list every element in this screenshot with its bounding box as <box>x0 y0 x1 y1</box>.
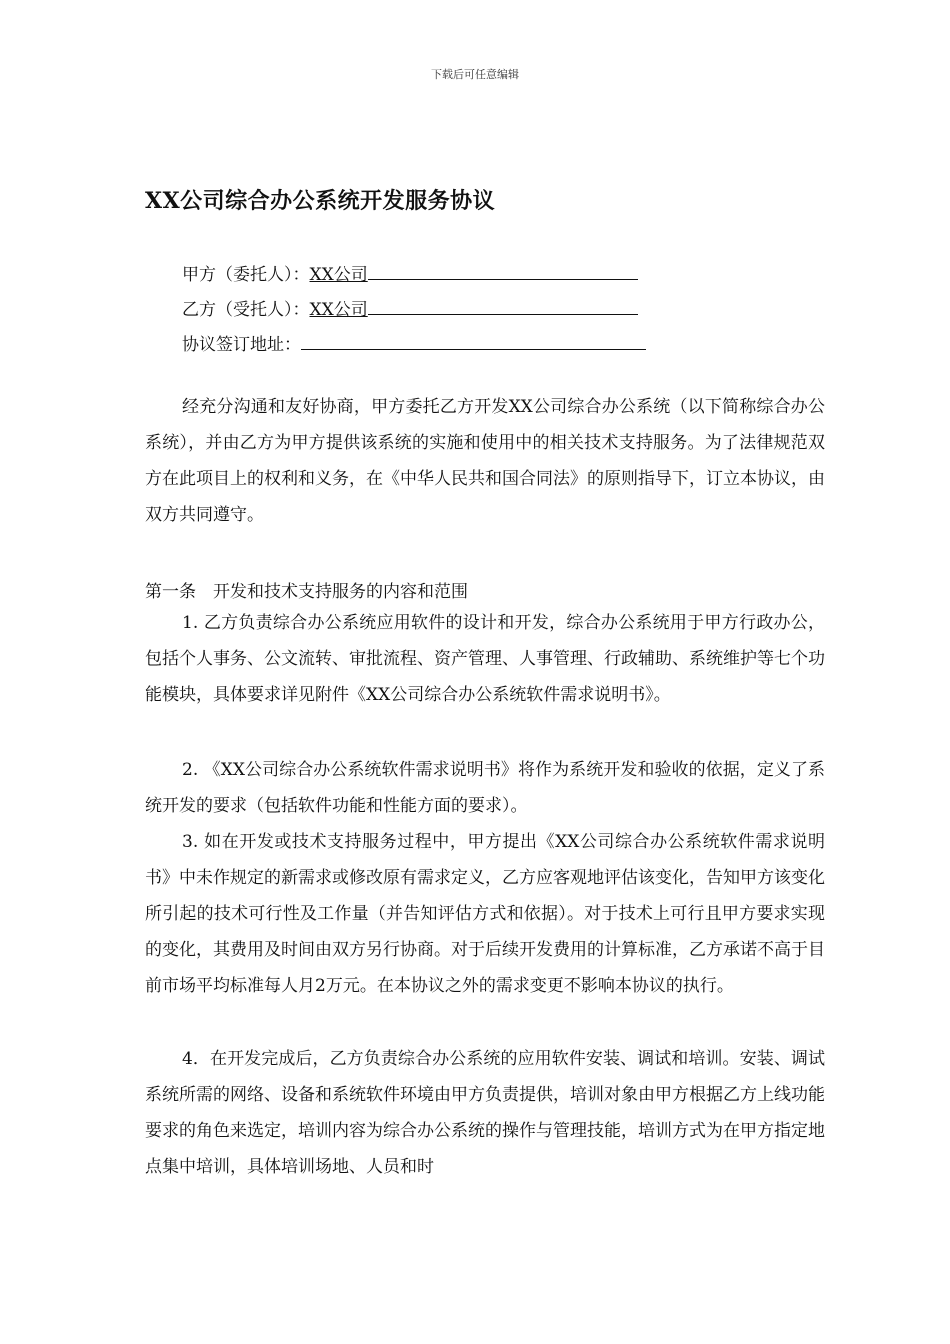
party-a-underline <box>368 262 638 280</box>
party-a-row <box>182 260 638 285</box>
article-1-item-2: 2. 《XX公司综合办公系统软件需求说明书》将作为系统开发和验收的依据，定义了系统开发的要求（包括软件功能和性能方面的要求）。 <box>145 760 825 816</box>
document-title: XX公司综合办公系统开发服务协议 <box>145 188 496 214</box>
party-a-value: XX公司 <box>309 265 368 285</box>
intro-paragraph: 经充分沟通和友好协商，甲方委托乙方开发XX公司综合办公系统（以下简称综合办公系统），并由乙方为甲方提供该系统的实施和使用中的相关技术支持服务。为了法律规范双方在此项目上的权利和义务，在《中华人民共和国合同法》的原则指导下，订立本协议，由双方共同遵守。 <box>145 397 825 525</box>
party-a-label: 甲方（委托人）： <box>182 265 310 285</box>
article-1-item-4: 4．在开发完成后，乙方负责综合办公系统的应用软件安装、调试和培训。安装、调试系统所需的网络、设备和系统软件环境由甲方负责提供，培训对象由甲方根据乙方上线功能要求的角色来选定，培训内容为综合办公系统的操作与管理技能，培训方式为在甲方指定地点集中培训，具体培训场地、人员和时 <box>145 1049 825 1177</box>
article-1-item-1: 1. 乙方负责综合办公系统应用软件的设计和开发，综合办公系统用于甲方行政办公，包括个人事务、公文流转、审批流程、资产管理、人事管理、行政辅助、系统维护等七个功能模块，具体要求详见附件《XX公司综合办公系统软件需求说明书》。 <box>145 613 825 705</box>
header-note: 下载后可任意编辑 <box>431 68 519 81</box>
sign-place-underline <box>301 332 646 350</box>
sign-place-label: 协议签订地址： <box>182 335 301 355</box>
party-b-underline <box>368 297 638 315</box>
article-1-heading: 第一条 开发和技术支持服务的内容和范围 <box>145 582 468 602</box>
sign-place-row <box>182 330 646 355</box>
article-1-item-3: 3. 如在开发或技术支持服务过程中，甲方提出《XX公司综合办公系统软件需求说明书》中未作规定的新需求或修改原有需求定义，乙方应客观地评估该变化，告知甲方该变化所引起的技术可行性及工作量（并告知评估方式和依据）。对于技术上可行且甲方要求实现的变化，其费用及时间由双方另行协商。对于后续开发费用的计算标准，乙方承诺不高于目前市场平均标准每人月2万元。在本协议之外的需求变更不影响本协议的执行。 <box>145 832 825 996</box>
party-b-value: XX公司 <box>309 300 368 320</box>
party-b-label: 乙方（受托人）： <box>182 300 310 320</box>
party-b-row <box>182 295 638 320</box>
